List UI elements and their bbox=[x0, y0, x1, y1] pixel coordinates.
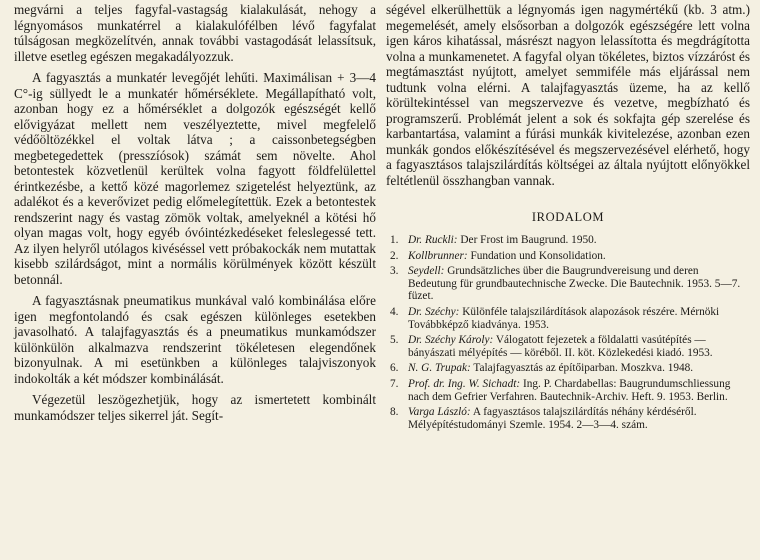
reference-author: Varga László: bbox=[408, 406, 471, 419]
reference-item bbox=[386, 406, 750, 431]
paragraph: megvárni a teljes fagyfal-vastagság kialakulását, nehogy a légnyomásos munkatérrel a kialakulófélben lévő fagyfalat túlságosan megközelítvén, annak további vastagodását lelassítsuk, illetve esetleg egészen megakadályozzuk. bbox=[14, 2, 376, 64]
reference-item bbox=[386, 378, 750, 403]
reference-item bbox=[386, 362, 750, 375]
paragraph: Végezetül leszögezhetjük, hogy az ismertetett kombinált munkamódszer teljes sikerrel ját. Segít- bbox=[14, 392, 376, 423]
reference-text: Ing. P. Chardabellas: Baugrundumschliessung nach dem Gefrier Verfahren. Bautechnik-Archiv. Heft. 9. 1953. Berlin. bbox=[408, 377, 731, 403]
right-column bbox=[386, 2, 750, 560]
reference-number: 8. bbox=[390, 406, 399, 419]
reference-item bbox=[386, 234, 750, 247]
reference-text: Különféle talajszilárdítások alapozások részére. Mérnöki Továbbképző kiadványa. 1953. bbox=[408, 305, 720, 331]
reference-item bbox=[386, 306, 750, 331]
references-list bbox=[386, 234, 750, 431]
reference-item bbox=[386, 334, 750, 359]
reference-text: Válogatott fejezetek a földalatti vasútépítés — bányászati mélyépítés — köréből. II. köt. Közlekedési kiadó. 1953. bbox=[408, 334, 713, 359]
right-body bbox=[386, 2, 750, 188]
references-title: IRODALOM bbox=[531, 210, 605, 224]
reference-number: 7. bbox=[390, 377, 399, 390]
left-column bbox=[14, 2, 376, 560]
reference-text: Fundation und Konsolidation. bbox=[467, 249, 606, 262]
reference-author: Prof. dr. Ing. W. Sichadt: bbox=[408, 377, 521, 390]
reference-text: Der Frost im Baugrund. 1950. bbox=[457, 234, 597, 246]
reference-text: Talajfagyasztás az építőiparban. Moszkva. 1948. bbox=[470, 362, 694, 375]
reference-number: 1. bbox=[390, 234, 399, 246]
reference-author: Dr. Széchy: bbox=[408, 305, 460, 318]
reference-number: 6. bbox=[390, 362, 399, 375]
paragraph: A fagyasztásnak pneumatikus munkával való kombinálása előre igen megfontolandó és csak egészen különleges esetekben javasolható. A talajfagyasztás és a pneumatikus munkamódszer különkülön alkalmazva rendszerint tökéletesen elegendőnek bizonyulnak. A mi esetünkben a különleges talajviszonyok indokolták a két módszer kombinálását. bbox=[14, 293, 376, 386]
reference-text: Grundsätzliches über die Baugrundvereisung und deren Bedeutung für grundbautechnische Zwecke. Die Bautechnik. 1953. 5—7. füzet. bbox=[408, 265, 741, 303]
paragraph: A fagyasztás a munkatér levegőjét lehűti. Maximálisan + 3—4 C°-ig süllyedt le a munkatér hőmérséklete. Megállapítható volt, azonban hogy ez a hőmérséklet a dolgozók egészségét kellő elővigyázat mellett nem veszélyeztette, mivel megfelelő védőöltözékkel el voltak látva ; a caissonbetegségben megbetegedettek (presszíósok) számát sem növelte. Ahol betontestek közvetlenül kerültek volna fagyott földfelülettel érintkezésbe, a kettő közé magorlemez szigetelést helyeztünk, az adalékot és a keverővizet pedig előmelegítettük. Ezek a betontestek rendszerint nagy és vastag zömök voltak, amelyeknél a kötési hő olyan magas volt, hogy egyéb óvóintézkedéseket feleslegessé tett. Az ilyen helyről utólagos kivéséssel vett próbakockák nem mutattak kisebb szilárdságot, mint a normális körülmények között készült betonnál. bbox=[14, 70, 376, 287]
reference-author: Seydell: bbox=[408, 265, 445, 278]
reference-author: Dr. Széchy Károly: bbox=[408, 334, 494, 347]
reference-number: 5. bbox=[390, 334, 399, 347]
reference-author: Kollbrunner: bbox=[408, 249, 468, 262]
reference-author: N. G. Trupak: bbox=[408, 362, 471, 375]
reference-item bbox=[386, 265, 750, 303]
reference-item bbox=[386, 250, 750, 263]
reference-number: 4. bbox=[390, 305, 399, 318]
paragraph: ségével elkerülhettük a légnyomás igen nagymértékű (kb. 3 atm.) megemelését, amely elsősorban a dolgozók egészségére lett volna igen káros kihatással, másrészt nagyon lelassította és megdrágította volna a munkamenetet. A fagyfal olyan tökéletes, biztos vízzáróst és megtámasztást nyújtott, amelyet semmiféle más eljárással nem tudtunk volna elérni. A talajfagyasztás üzeme, ha az kellő körültekintéssel van megszervezve és vezetve, megbízható és programszerű. Problémát jelent a sok és sokfajta gép szerelése és karbantartása, valamint a fúrási munkák kivitelezése, azonban ezen munkák gondos előkészítésével és megszervezésével elérhető, hogy a fagyasztásos talajszilárdítás költségei az általa nyújtott előnyökkel feltétlenül összhangban vannak. bbox=[386, 2, 750, 188]
reference-author: Dr. Ruckli: bbox=[408, 234, 458, 246]
reference-number: 2. bbox=[390, 249, 399, 262]
reference-text: A fagyasztásos talajszilárdítás néhány kérdéséről. Mélyépítéstudományi Szemle. 1954. 2—3—4. szám. bbox=[408, 406, 697, 431]
reference-number: 3. bbox=[390, 265, 399, 278]
